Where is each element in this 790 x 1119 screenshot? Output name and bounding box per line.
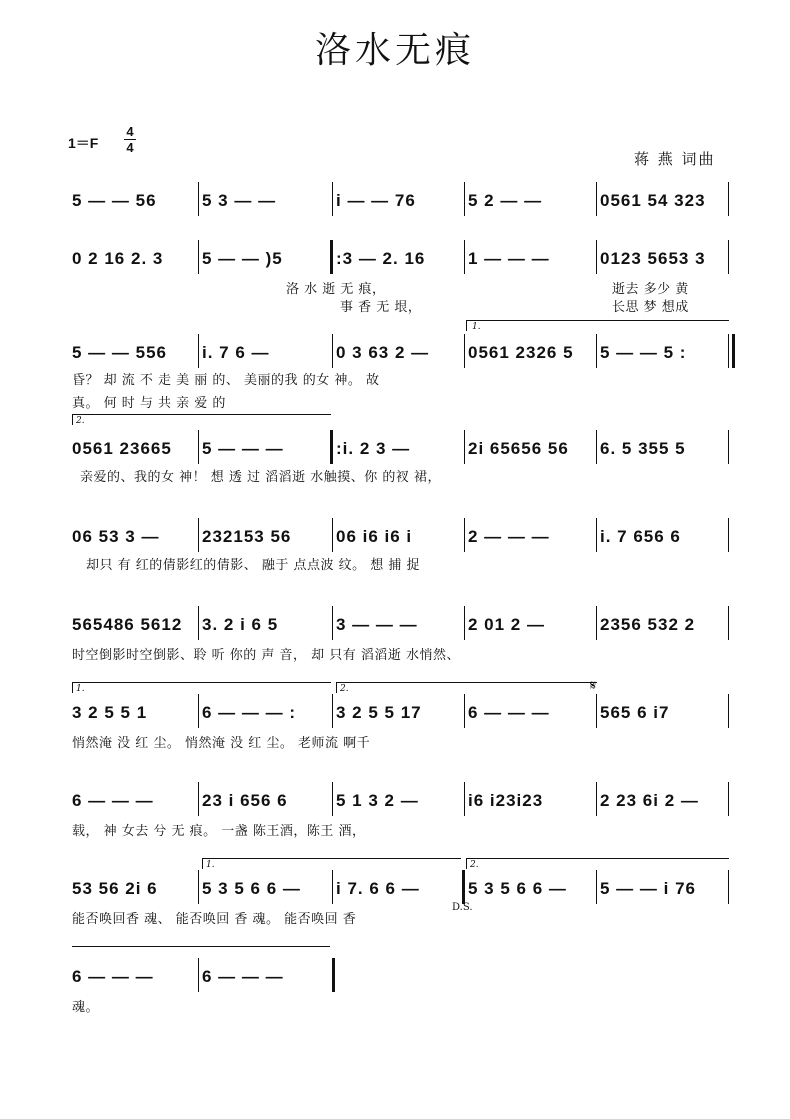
bar-line [332,334,333,368]
measure: 2 23 6i 2 — [600,791,699,810]
volta-bracket-3 [72,682,331,693]
lyric-line: 洛 水 逝 无 痕， [286,282,386,297]
measure: 06 53 3 — [72,527,160,546]
measure: 0561 54 323 [600,191,706,210]
meter-top: 4 [126,124,134,139]
measure: 6 — — — [72,967,154,986]
measure: 1 — — — [468,249,550,268]
repeat-bar [330,430,333,464]
measure: 5 3 5 6 6 — [468,879,567,898]
lyric-line: 能否唤回香 魂、 能否唤回 香 魂。 能否唤回 香 [72,912,357,927]
time-signature [124,124,136,155]
bar-line [198,694,199,728]
measure: 3. 2 i 6 5 [202,615,279,634]
bar-line [596,334,597,368]
bar-line [464,182,465,216]
key-signature: 1＝F [68,135,99,151]
volta-bracket-5 [202,858,461,869]
measure: 5 1 3 2 — [336,791,419,810]
bar-line [728,334,729,368]
bar-line [198,518,199,552]
measure: 6 — — — [202,967,284,986]
measure: 6 — — — [72,791,154,810]
lyric-line: 长思 梦 想成 [612,300,689,315]
measure: i. 7 656 6 [600,527,681,546]
measure: 232153 56 [202,527,292,546]
volta-label-1: 1. [472,322,481,332]
lyric-line: 载， 神 女去 兮 无 痕。 一盏 陈王酒，陈王 酒， [72,824,366,839]
measure: 5 — — 56 [72,191,157,210]
bar-line [198,782,199,816]
bar-line [728,606,729,640]
measure: 06 i6 i6 i [336,527,413,546]
lyric-line: 悄然淹 没 红 尘。 悄然淹 没 红 尘。 老师流 啊千 [72,736,371,751]
measure: 0123 5653 3 [600,249,706,268]
bar-line [728,240,729,274]
final-bar [332,958,335,992]
measure: 2i 65656 56 [468,439,569,458]
segno-mark: 𝄋 [590,678,597,694]
ds-mark: D.S. [452,902,473,913]
measure: 2 — — — [468,527,550,546]
bar-line [464,240,465,274]
measure: 5 — — 556 [72,343,167,362]
bar-line [198,958,199,992]
composer-credit: 蒋 燕 词曲 [634,150,716,168]
volta-label-3: 1. [76,684,85,694]
measure: 5 — — i 76 [600,879,696,898]
bar-line [596,182,597,216]
volta-label-4: 2. [340,684,349,694]
lyric-line: 却只 有 红的倩影红的倩影、 融于 点点波 纹。 想 捕 捉 [86,558,421,573]
bar-line [332,694,333,728]
bar-line [198,430,199,464]
measure: 565486 5612 [72,615,183,634]
bar-line [198,334,199,368]
lyric-line: 逝去 多少 黄 [612,282,689,297]
song-title: 洛水无痕 [314,30,475,71]
measure: 0561 23665 [72,439,172,458]
measure: :3 — 2. 16 [336,249,426,268]
repeat-bar [462,870,465,904]
volta-label-5: 1. [206,860,215,870]
bar-line [332,606,333,640]
bar-line [596,240,597,274]
bar-line [198,240,199,274]
bar-line [332,518,333,552]
measure: 5 2 — — [468,191,543,210]
lyric-line: 魂。 [72,1000,100,1015]
measure: 5 — — — [202,439,284,458]
measure: i6 i23i23 [468,791,544,810]
lyric-line: 事 香 无 垠， [340,300,422,315]
volta-label-2: 2. [76,416,85,426]
volta-bracket-4 [336,682,597,693]
bar-line [596,694,597,728]
bar-line [464,430,465,464]
measure: 0 3 63 2 — [336,343,430,362]
volta-bracket-2 [72,414,331,425]
measure: 5 3 — — [202,191,277,210]
volta-bracket-1 [466,320,729,331]
measure: 6 — — — [468,703,550,722]
bar-line [596,606,597,640]
measure: 3 — — — [336,615,418,634]
repeat-bar [330,240,333,274]
bar-line [728,182,729,216]
volta-label-6: 2. [470,860,479,870]
measure: i — — 76 [336,191,416,210]
bar-line [198,870,199,904]
measure: 3 2 5 5 17 [336,703,422,722]
lyric-line: 真。 何 时 与 共 亲 爱 的 [72,396,226,411]
measure: 23 i 656 6 [202,791,288,810]
measure: 0561 2326 5 [468,343,574,362]
measure: 3 2 5 5 1 [72,703,148,722]
bar-line [728,430,729,464]
volta-bracket-6 [466,858,729,869]
bar-line [728,782,729,816]
measure: 2356 532 2 [600,615,696,634]
bar-line [596,518,597,552]
measure: 2 01 2 — [468,615,545,634]
measure: :i. 2 3 — [336,439,411,458]
lyric-line: 亲爱的、我的女 神！ 想 透 过 滔滔逝 水触摸、你 的衩 裙， [80,470,442,485]
measure: 565 6 i7 [600,703,670,722]
measure: i. 7 6 — [202,343,270,362]
bar-line [728,518,729,552]
measure: 5 3 5 6 6 — [202,879,301,898]
bar-line [596,430,597,464]
meter-bottom: 4 [126,140,134,155]
measure: 5 — — 5 : [600,343,687,362]
lyric-line: 昏？ 却 流 不 走 美 丽 的、 美丽的我 的女 神。 故 [72,373,380,388]
bar-line [332,782,333,816]
bar-line [198,182,199,216]
measure: 53 56 2i 6 [72,879,158,898]
bar-line [464,334,465,368]
final-slur [72,946,330,957]
measure: 6. 5 355 5 [600,439,686,458]
measure: 0 2 16 2. 3 [72,249,164,268]
measure: 5 — — )5 [202,249,283,268]
bar-line [332,870,333,904]
bar-line [332,182,333,216]
bar-line [464,694,465,728]
measure: i 7. 6 6 — [336,879,420,898]
bar-line [728,694,729,728]
lyric-line: 时空倒影时空倒影、聆 听 你的 声 音， 却 只有 滔滔逝 水悄然、 [72,648,461,663]
repeat-end-bar [732,334,735,368]
bar-line [596,782,597,816]
score-row [0,964,790,1054]
bar-line [464,606,465,640]
bar-line [596,870,597,904]
bar-line [464,782,465,816]
bar-line [198,606,199,640]
bar-line [464,518,465,552]
bar-line [728,870,729,904]
measure: 6 — — — : [202,703,297,722]
